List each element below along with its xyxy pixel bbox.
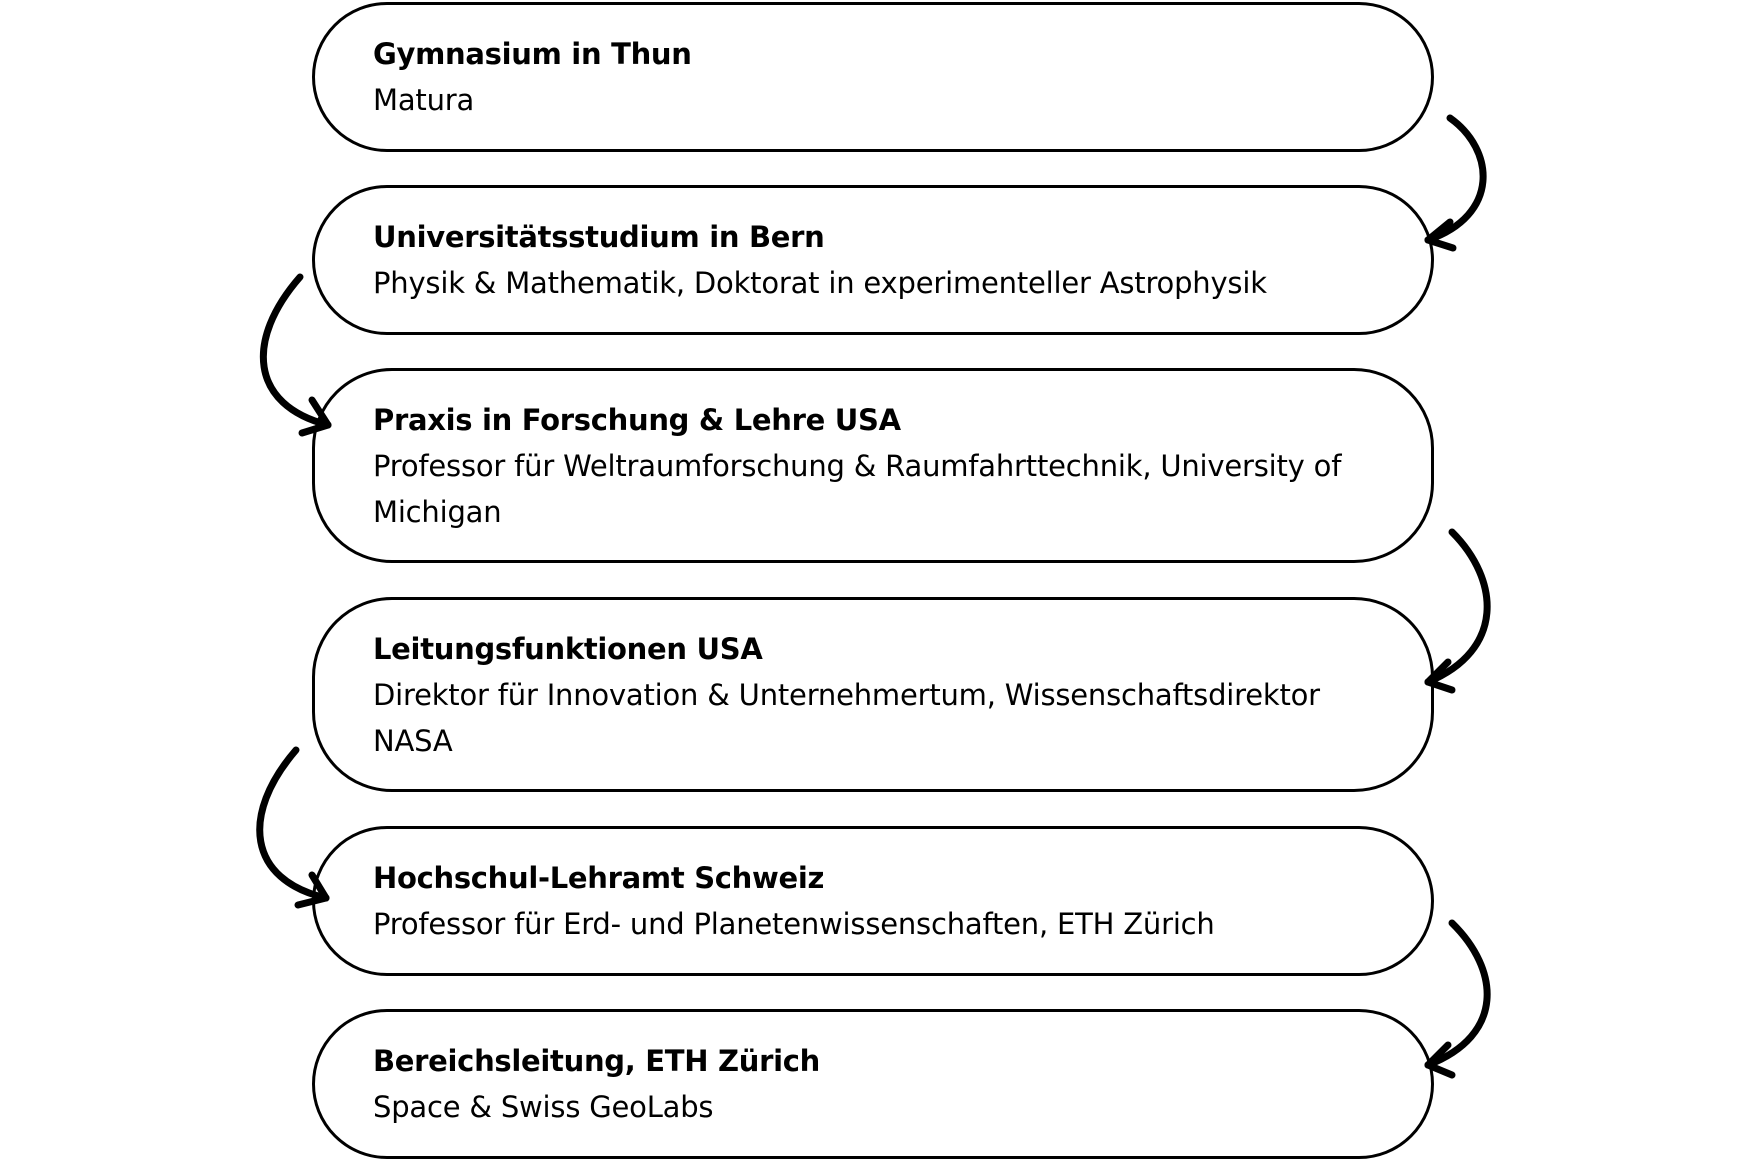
- step-description: Direktor für Innovation & Unternehmertum, Wissenschaftsdirektor NASA: [373, 677, 1320, 758]
- step-title: Hochschul-Lehramt Schweiz: [373, 861, 825, 895]
- curved-arrow-right-icon: [1428, 532, 1487, 690]
- step-research-usa: [312, 368, 1434, 563]
- step-leadership-usa: [312, 597, 1434, 792]
- step-description: Physik & Mathematik, Doktorat in experimenteller Astrophysik: [373, 266, 1267, 300]
- step-title: Bereichsleitung, ETH Zürich: [373, 1044, 820, 1078]
- step-title: Praxis in Forschung & Lehre USA: [373, 402, 901, 437]
- step-description: Professor für Erd- und Planetenwissenschaften, ETH Zürich: [373, 907, 1215, 941]
- step-description: Professor für Weltraumforschung & Raumfahrttechnik, University of Michigan: [373, 448, 1342, 529]
- step-title: Gymnasium in Thun: [373, 37, 692, 71]
- step-description: Matura: [373, 83, 475, 117]
- step-division-head-eth: [312, 1009, 1434, 1159]
- step-title: Universitätsstudium in Bern: [373, 220, 825, 254]
- step-gymnasium: [312, 2, 1434, 152]
- step-description: Space & Swiss GeoLabs: [373, 1090, 714, 1124]
- curved-arrow-left-icon: [263, 277, 328, 433]
- step-teaching-switzerland: [312, 826, 1434, 976]
- curved-arrow-right-icon: [1428, 118, 1483, 248]
- step-university: [312, 185, 1434, 335]
- step-title: Leitungsfunktionen USA: [373, 631, 763, 666]
- curved-arrow-right-icon: [1428, 923, 1487, 1075]
